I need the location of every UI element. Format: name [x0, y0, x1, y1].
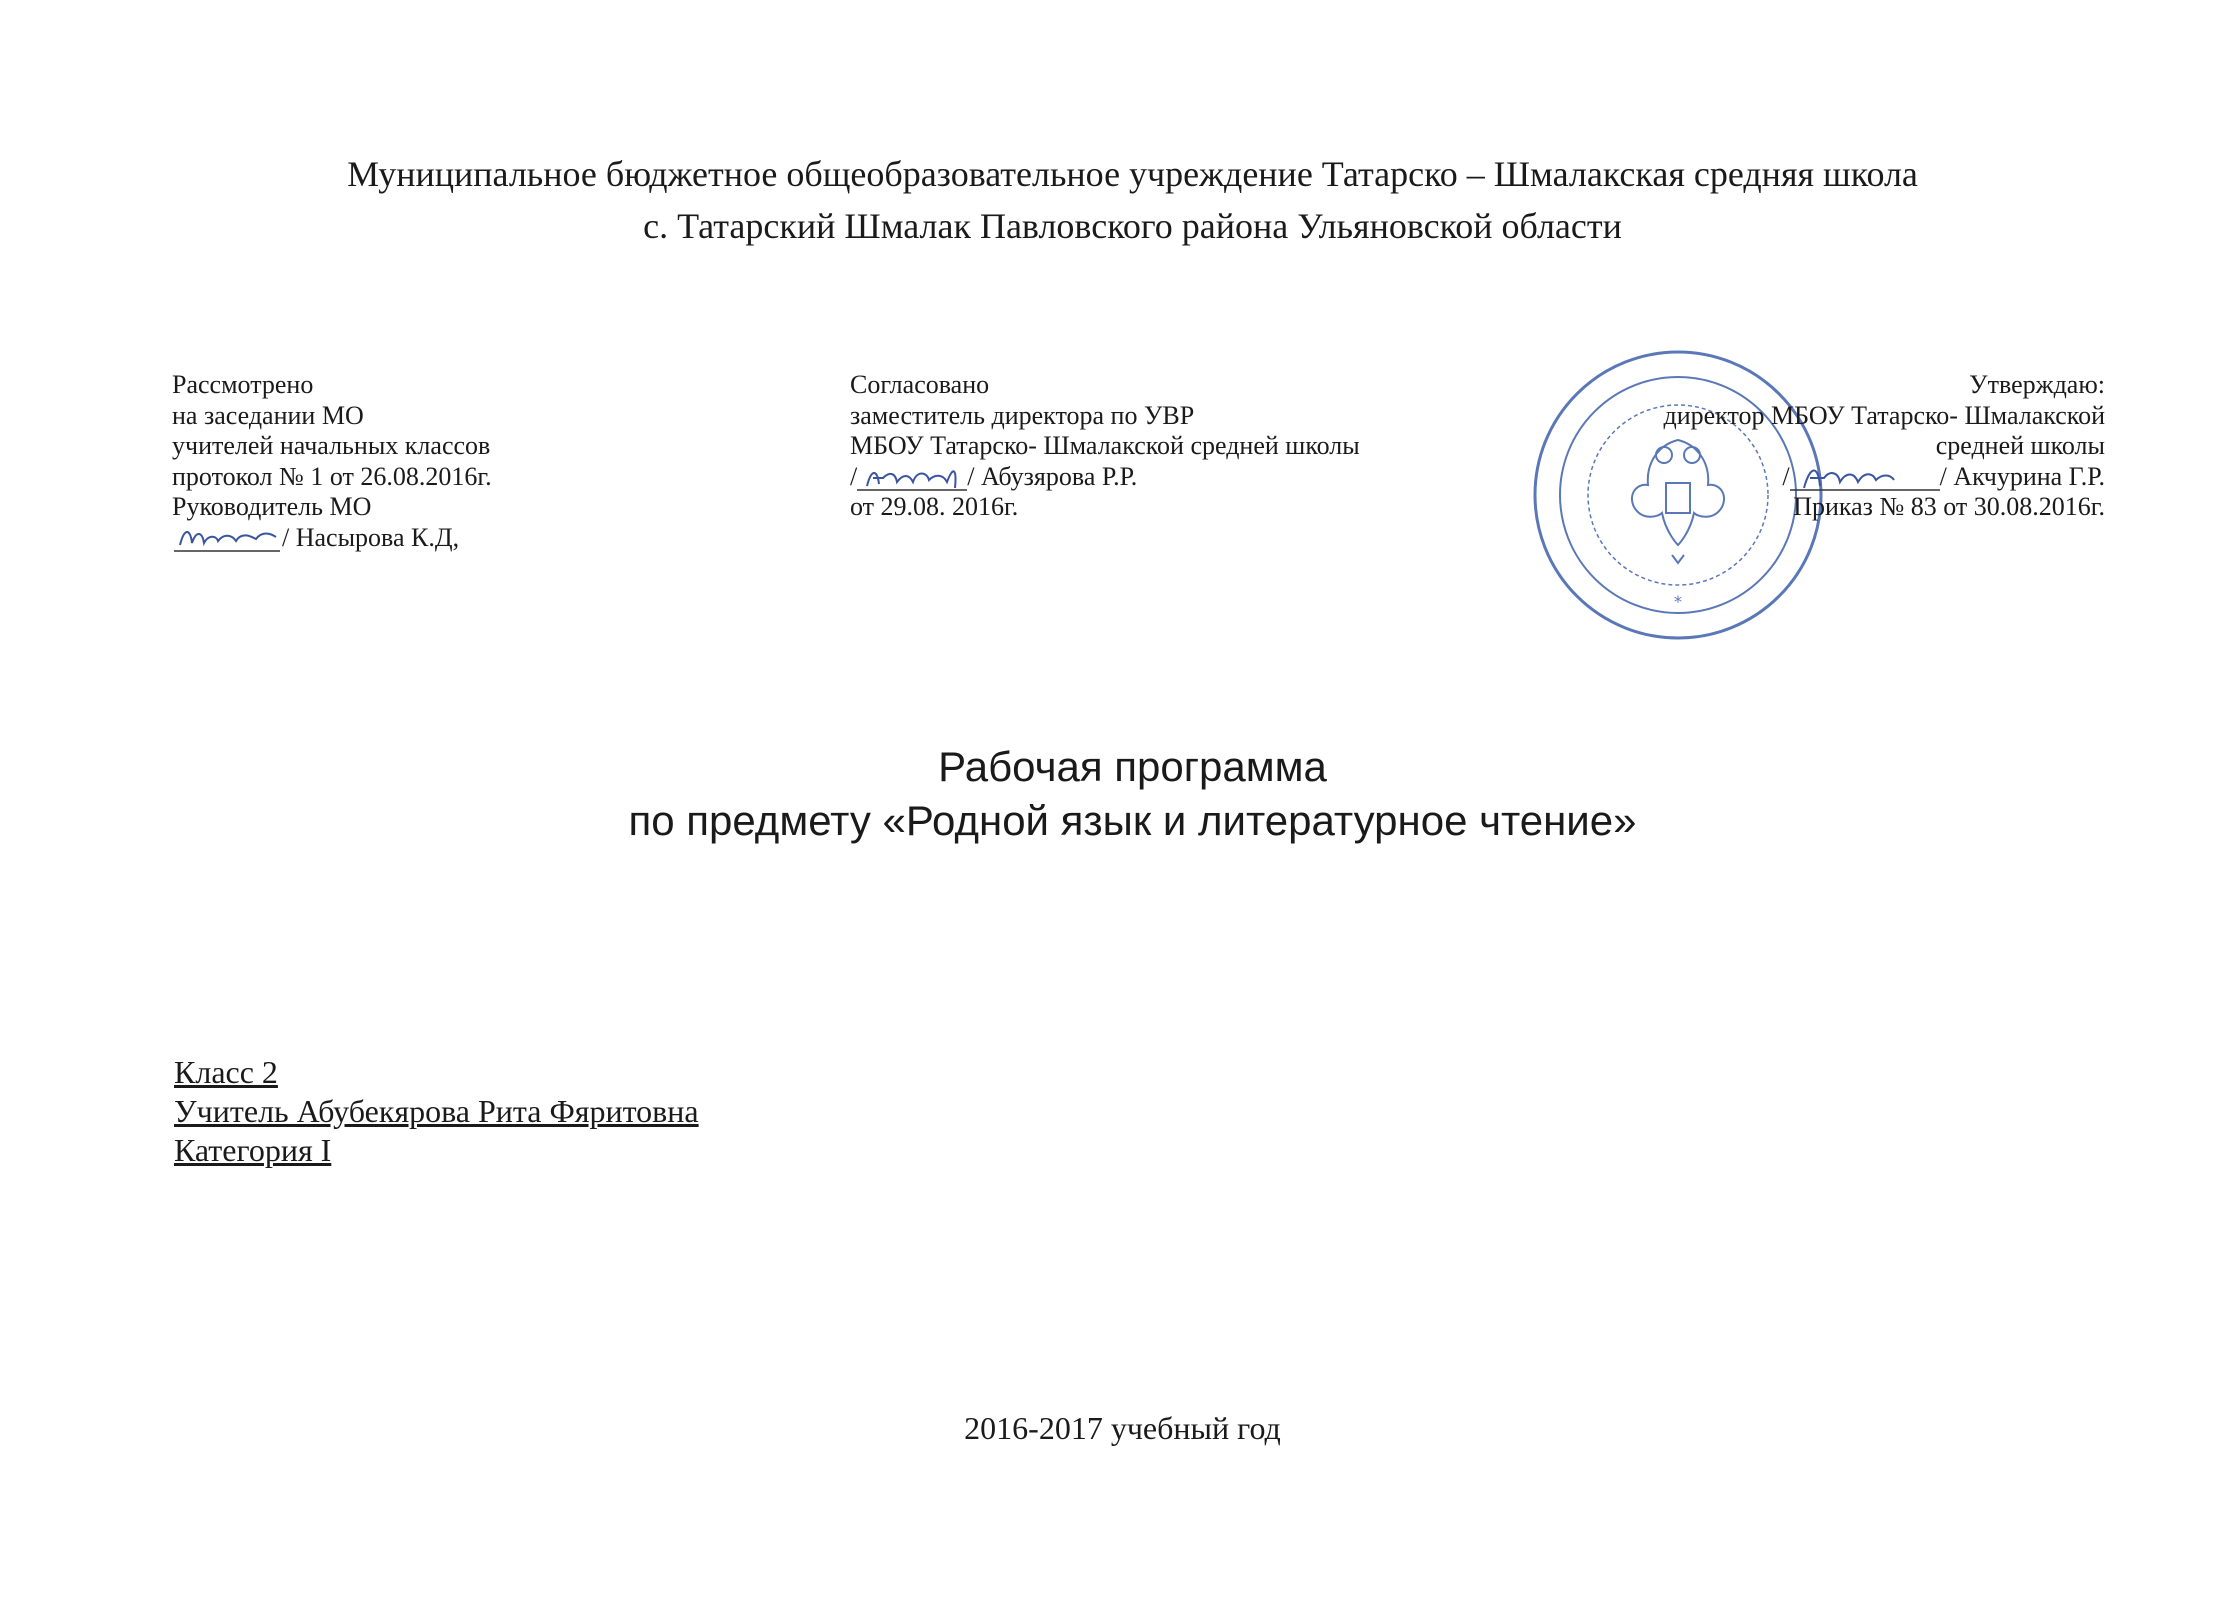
program-info	[174, 1053, 699, 1170]
approved-signature-line	[1555, 462, 2105, 493]
agreed-date: от 29.08. 2016г.	[850, 492, 1019, 521]
category-label: Категория I	[174, 1132, 332, 1168]
school-location: с. Татарский Шмалак Павловского района Ульяновской области	[643, 206, 1622, 246]
reviewed-head-title: Руководитель МО	[172, 492, 372, 521]
reviewed-meeting: на заседании МО	[172, 400, 364, 430]
agreed-school: МБОУ Татарско- Шмалакской средней школы	[850, 431, 1360, 460]
reviewed-signature-line	[172, 523, 492, 554]
reviewed-head-name: / Насырова К.Д,	[282, 522, 460, 552]
approval-approved-block	[1555, 370, 2105, 523]
approval-reviewed-block	[172, 370, 492, 553]
slash: /	[1782, 461, 1790, 491]
reviewed-group: учителей начальных классов	[172, 431, 491, 460]
approved-school: средней школы	[1935, 431, 2105, 460]
teacher-label: Учитель Абубекярова Рита Фяритовна	[174, 1093, 699, 1129]
reviewed-protocol: протокол № 1 от 26.08.2016г.	[172, 461, 492, 491]
approved-position: директор МБОУ Татарско- Шмалакской	[1663, 400, 2105, 430]
academic-year: 2016-2017 учебный год	[964, 1410, 1281, 1446]
approved-name: / Акчурина Г.Р.	[1939, 461, 2105, 491]
handwritten-signature	[857, 464, 967, 492]
svg-text:*: *	[1674, 592, 1682, 611]
reviewed-label: Рассмотрено	[172, 370, 314, 399]
agreed-position: заместитель директора по УВР	[850, 400, 1195, 430]
approved-label: Утверждаю:	[1969, 370, 2105, 399]
title-line-2: по предмету «Родной язык и литературное чтение»	[628, 797, 1637, 844]
school-header	[0, 148, 2225, 252]
grade-label: Класс 2	[174, 1054, 278, 1090]
document-title	[0, 740, 2225, 848]
slash: /	[850, 461, 858, 491]
approval-agreed-block	[850, 370, 1360, 523]
approved-order: Приказ № 83 от 30.08.2016г.	[1793, 492, 2105, 521]
agreed-signature-line	[850, 462, 1360, 493]
agreed-name: / Абузярова Р.Р.	[967, 461, 1138, 491]
school-name: Муниципальное бюджетное общеобразовательное учреждение Татарско – Шмалакская средняя школа	[347, 154, 1918, 194]
agreed-label: Согласовано	[850, 370, 990, 399]
title-line-1: Рабочая программа	[938, 743, 1327, 790]
handwritten-signature	[172, 525, 282, 553]
handwritten-signature	[1790, 464, 1940, 492]
